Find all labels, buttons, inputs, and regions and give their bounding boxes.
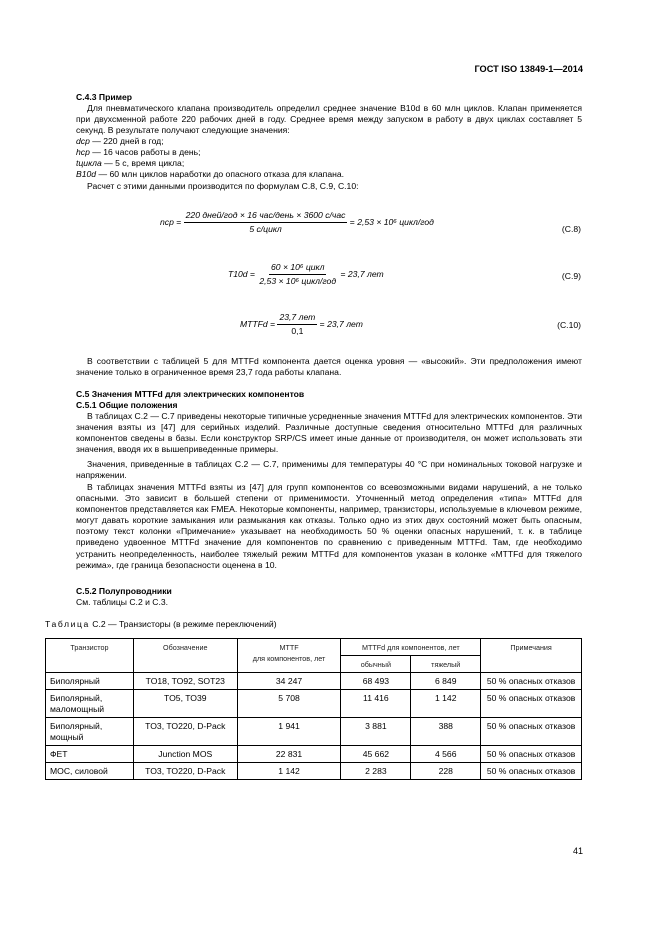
- cell-mttf: 1 142: [237, 763, 341, 780]
- cell-normal: 45 662: [341, 746, 411, 763]
- formula-c9-numerator: 60 × 10⁶ цикл: [269, 262, 326, 275]
- cell-note: 50 % опасных отказов: [481, 690, 582, 718]
- header-transistor: Транзистор: [46, 639, 134, 673]
- table-caption-prefix: Таблица: [45, 619, 90, 629]
- formula-c10: MTTFd = $\frac{\text{23,7 лет}}{0,1}$ = 23,7 лет: [240, 312, 363, 337]
- formula-c10-result: 23,7 лет: [327, 319, 363, 330]
- cell-designation: TO18, TO92, SOT23: [133, 673, 237, 690]
- formula-c10-number: (С.10): [557, 320, 581, 330]
- formula-c10-numerator: 23,7 лет: [277, 312, 317, 325]
- cell-type: Биполярный, мощный: [46, 718, 134, 746]
- formula-c10-denominator: 0,1: [291, 326, 304, 337]
- cell-designation: Junction MOS: [133, 746, 237, 763]
- table-row: [46, 673, 582, 690]
- formula-c10-fraction: [277, 312, 317, 337]
- cell-heavy: 228: [411, 763, 481, 780]
- value-line: tцикла — 5 с, время цикла;: [76, 158, 185, 169]
- cell-type: Биполярный, маломощный: [46, 690, 134, 718]
- cell-normal: 11 416: [341, 690, 411, 718]
- section-c52-text: См. таблицы С.2 и С.3.: [76, 597, 169, 607]
- values-list: [76, 136, 582, 180]
- header-heavy: тяжелый: [411, 656, 481, 673]
- formula-c9-result: 23,7 лет: [347, 269, 384, 280]
- cell-heavy: 4 566: [411, 746, 481, 763]
- header-normal: обычный: [341, 656, 411, 673]
- cell-normal: 68 493: [341, 673, 411, 690]
- cell-type: Биполярный: [46, 673, 134, 690]
- formula-c9: T10d = $\frac{\text{60 × 10⁶ цикл}}{\text{2,53 × 10⁶ цикл/год}}$ = 23,7 лет: [228, 262, 384, 287]
- section-c51-para1: В таблицах С.2 — С.7 приведены некоторые типичные усредненные значения MTTFd для электрических компонентов. Эти значения взяты из [47] для серийных изделий. Различные доступные сведения относительно MTTFd для различных компонентов сведены в базы. Если конструктор SRP/CS имеет иные данные от производителя, он может использовать эти значения, вводя их в вышеприведенные примеры.: [76, 411, 582, 455]
- cell-heavy: 6 849: [411, 673, 481, 690]
- formula-c8-numerator: 220 дней/год × 16 час/день × 3600 с/час: [184, 210, 348, 223]
- formula-c9-fraction: [257, 262, 338, 287]
- cell-designation: TO3, TO220, D-Pack: [133, 718, 237, 746]
- formula-c9-number: (С.9): [561, 271, 581, 281]
- value-line: dср — 220 дней в год;: [76, 136, 164, 146]
- section-c51-para3: В таблицах значения MTTFd взяты из [47] для групп компонентов со всевозможными видами нарушений, а не только опасными. Это зависит в большей степени от применимости. Уточненный метод определения «типа» MTTFd для компонентов представляется как FMEA. Некоторые компоненты, например, транзисторы, используемые в ключевом режиме, могут давать короткие замыкания или размыкания как отказы. Только одно из этих двух состояний может быть опасным, поэтому текст колонки «Примечание» указывает на необходимость 50 % оценки опасных нарушений, т. к. в таблице приведено удвоенное MTTFd значение для компонентов по сравнению с приведенным MTTFd. Там, где необходимо устранить неопределенность, наиболее тяжелый режим MTTFd для компонентов указан в колонке «MTTFd для тяжелого режима», где граница безопасности оценена в 10.: [76, 482, 582, 570]
- header-mttfd: MTTFd для компонентов, лет: [341, 639, 481, 656]
- cell-normal: 2 283: [341, 763, 411, 780]
- conclusion-paragraph: В соответствии с таблицей 5 для MTTFd компонента дается оценка уровня — «высокий». Эти предположения имеют значение только в ограниченное время 23,7 года работы клапана.: [76, 356, 582, 378]
- cell-mttf: 1 941: [237, 718, 341, 746]
- formula-c9-lhs: T10d: [228, 269, 248, 280]
- cell-note: 50 % опасных отказов: [481, 746, 582, 763]
- cell-type: ФЕТ: [46, 746, 134, 763]
- cell-type: МОС, силовой: [46, 763, 134, 780]
- formula-c8-lhs: nср: [160, 217, 174, 228]
- document-id: ГОСТ ISO 13849-1—2014: [474, 64, 583, 74]
- value-line: B10d — 60 млн циклов наработки до опасного отказа для клапана.: [76, 169, 345, 180]
- table-row: [46, 690, 582, 718]
- cell-mttf: 5 708: [237, 690, 341, 718]
- formula-c8-number: (С.8): [561, 224, 581, 234]
- table-row: [46, 746, 582, 763]
- cell-note: 50 % опасных отказов: [481, 763, 582, 780]
- formula-c8: nср = $\frac{\text{220 дней/год × 16 час/день × 3600 с/час}}{\text{5 с/цикл}}$ = 2,53 × 10⁶ цикл/год: [160, 210, 434, 235]
- table-caption-text: С.2 — Транзисторы (в режиме переключений): [92, 619, 277, 629]
- header-notes: Примечания: [481, 639, 582, 673]
- value-line: hср — 16 часов работы в день;: [76, 147, 201, 158]
- section-c51-para2: Значения, приведенные в таблицах С.2 — С.7, применимы для температуры 40 °С при номинальных токовой нагрузке и напряжении.: [76, 459, 582, 481]
- cell-heavy: 1 142: [411, 690, 481, 718]
- section-c43-intro: Для пневматического клапана производитель определил среднее значение B10d в 60 млн циклов. Клапан применяется при двухсменной работе 220 рабочих дней в году. Среднее время между запуском в работу в двух циклах составляет 5 секунд. В результате получают следующие значения:: [76, 103, 582, 136]
- cell-normal: 3 881: [341, 718, 411, 746]
- cell-designation: TO3, TO220, D-Pack: [133, 763, 237, 780]
- formula-c8-denominator: 5 с/цикл: [249, 224, 282, 235]
- cell-note: 50 % опасных отказов: [481, 718, 582, 746]
- table-caption: [45, 619, 277, 630]
- section-c52-title: C.5.2 Полупроводники: [76, 586, 172, 596]
- page-number: 41: [572, 846, 583, 856]
- section-c51-title: C.5.1 Общие положения: [76, 400, 178, 410]
- table-row: [46, 763, 582, 780]
- formula-c8-result: 2,53 × 10⁶ цикл/год: [357, 217, 434, 228]
- formula-c10-lhs: MTTFd: [240, 319, 268, 330]
- formula-c9-denominator: 2,53 × 10⁶ цикл/год: [259, 276, 337, 287]
- section-c5-title: C.5 Значения MTTFd для электрических компонентов: [76, 389, 305, 399]
- cell-designation: TO5, TO39: [133, 690, 237, 718]
- transistors-table: [45, 638, 582, 780]
- header-mttf: MTTF для компонентов, лет: [237, 639, 341, 673]
- cell-mttf: 22 831: [237, 746, 341, 763]
- cell-note: 50 % опасных отказов: [481, 673, 582, 690]
- formula-c8-fraction: [184, 210, 348, 235]
- section-c43-title: C.4.3 Пример: [76, 92, 133, 102]
- table-row: [46, 718, 582, 746]
- header-designation: Обозначение: [133, 639, 237, 673]
- cell-heavy: 388: [411, 718, 481, 746]
- calc-line: Расчет с этими данными производится по формулам С.8, С.9, С.10:: [87, 181, 359, 191]
- cell-mttf: 34 247: [237, 673, 341, 690]
